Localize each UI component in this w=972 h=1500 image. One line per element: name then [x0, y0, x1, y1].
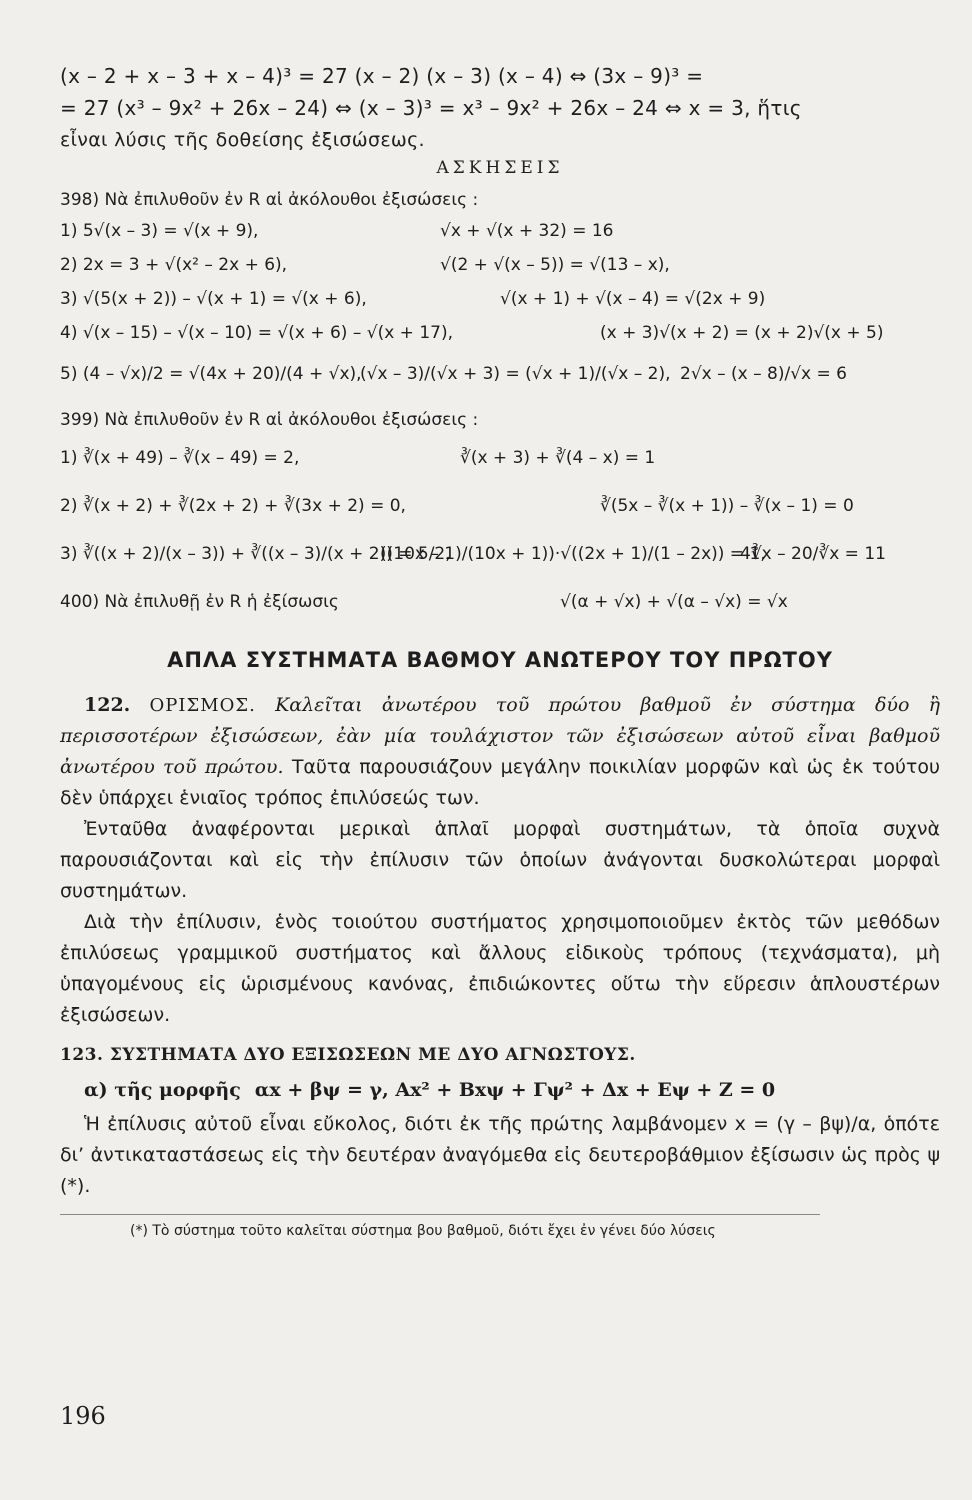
- equation: (x + 3)√(x + 2) = (x + 2)√(x + 5): [600, 323, 884, 343]
- footnote-divider: [60, 1214, 820, 1215]
- equation: ∛(5x – ∛(x + 1)) – ∛(x – 1) = 0: [600, 496, 854, 516]
- equation: 2√x – (x – 8)/√x = 6: [680, 364, 847, 384]
- exercise-row: [60, 214, 940, 248]
- exercise-row: [60, 350, 940, 398]
- exercise-400: [60, 578, 940, 626]
- equation: (√x – 3)/(√x + 3) = (√x + 1)/(√x – 2),: [360, 364, 671, 384]
- exercise-row: [60, 530, 940, 578]
- definition-text: Καλεῖται ἀνωτέρου τοῦ πρώτου βαθμοῦ ἐν σύστημα δύο ἢ περισσοτέρων ἐξισώσεων, ἐὰν μία τουλάχιστον τῶν ἐξισώσεων αὐτοῦ εἶναι βαθμοῦ ἀνωτέρου τοῦ πρώτου.: [60, 694, 940, 778]
- derivation-line-3: εἶναι λύσις τῆς δοθείσης ἐξισώσεως.: [60, 129, 425, 151]
- section-123-title: 123. ΣΥΣΤΗΜΑΤΑ ΔΥΟ ΕΞΙΣΩΣΕΩΝ ΜΕ ΔΥΟ ΑΓΝΩΣΤΟΥΣ.: [60, 1045, 636, 1065]
- equation: 1) 5√(x – 3) = √(x + 9),: [60, 221, 259, 241]
- page-number: 196: [60, 1402, 106, 1430]
- paragraph-text: Ἐνταῦθα ἀναφέρονται μερικαὶ ἁπλαῖ μορφαὶ συστημάτων, τὰ ὁποῖα συχνὰ παρουσιάζονται καὶ εἰς τὴν ἐπίλυσιν τῶν ὁποίων ἀνάγονται δυσκολώτεραι μορφαὶ συστημάτων.: [60, 818, 940, 902]
- paragraph: [60, 1109, 940, 1202]
- footnote: (*) Τὸ σύστημα τοῦτο καλεῖται σύστημα βου βαθμοῦ, διότι ἔχει ἐν γένει δύο λύσεις: [130, 1223, 716, 1239]
- equation: √(x + 1) + √(x – 4) = √(2x + 9): [500, 289, 766, 309]
- form-a-equation: αx + βψ = γ, Ax² + Bxψ + Γψ² + Δx + Eψ + Z = 0: [254, 1079, 776, 1101]
- equation: 4∛x – 20/∛x = 11: [740, 544, 886, 564]
- equation: 2) ∛(x + 2) + ∛(2x + 2) + ∛(3x + 2) = 0,: [60, 496, 406, 516]
- equation: 2) 2x = 3 + √(x² – 2x + 6),: [60, 255, 288, 275]
- paragraph: [60, 814, 940, 907]
- exercise-row: [60, 434, 940, 482]
- section-title: ΑΠΛΑ ΣΥΣΤΗΜΑΤΑ ΒΑΘΜΟΥ ΑΝΩΤΕΡΟΥ ΤΟΥ ΠΡΩΤΟΥ: [167, 648, 833, 672]
- paragraph: [60, 907, 940, 1031]
- exercise-398: [60, 186, 940, 398]
- equation: 1) ∛(x + 49) – ∛(x – 49) = 2,: [60, 448, 300, 468]
- exercise-row: [60, 482, 940, 530]
- equation: 3) ∛((x + 2)/(x – 3)) + ∛((x – 3)/(x + 2)) = 5/2,: [60, 544, 451, 564]
- form-a: [60, 1079, 940, 1101]
- exercise-398-intro: 398) Νὰ ἐπιλυθοῦν ἐν R αἱ ἀκόλουθοι ἐξισώσεις :: [60, 190, 479, 210]
- exercises-title: ΑΣΚΗΣΕΙΣ: [436, 158, 564, 178]
- equation: 3) √(5(x + 2)) – √(x + 1) = √(x + 6),: [60, 289, 367, 309]
- intro-derivation: [60, 60, 940, 156]
- definition-continuation: Ταῦτα παρουσιάζουν μεγάλην ποικιλίαν μορφῶν καὶ ὡς ἐκ τούτου δὲν ὑπάρχει ἑνιαῖος τρόπος ἐπιλύσεώς των.: [60, 756, 940, 809]
- equation: 4) √(x – 15) – √(x – 10) = √(x + 6) – √(x + 17),: [60, 323, 453, 343]
- exercise-row: [60, 248, 940, 282]
- derivation-line-1: (x – 2 + x – 3 + x – 4)³ = 27 (x – 2) (x – 3) (x – 4) ⇔ (3x – 9)³ =: [60, 64, 704, 88]
- definition-term: ΟΡΙΣΜΟΣ.: [149, 695, 256, 716]
- paragraph-text: Ἡ ἐπίλυσις αὐτοῦ εἶναι εὔκολος, διότι ἐκ τῆς πρώτης λαμβάνομεν x = (γ – βψ)/α, ὁπότε δι’ ἀντικαταστάσεως εἰς τὴν δευτέραν ἀναγόμεθα εἰς δευτεροβάθμιον ἐξίσωσιν ὡς πρὸς ψ (*).: [60, 1113, 940, 1197]
- exercise-399-intro: 399) Νὰ ἐπιλυθοῦν ἐν R αἱ ἀκόλουθοι ἐξισώσεις :: [60, 410, 479, 430]
- equation: √x + √(x + 32) = 16: [440, 221, 614, 241]
- book-page: [60, 60, 940, 1239]
- exercise-399: [60, 406, 940, 578]
- equation: ((10x – 1)/(10x + 1))·√((2x + 1)/(1 – 2x)) = 1,: [380, 544, 766, 564]
- exercise-row: [60, 316, 940, 350]
- equation: √(α + √x) + √(α – √x) = √x: [560, 592, 788, 612]
- exercise-400-intro: 400) Νὰ ἐπιλυθῇ ἐν R ἡ ἐξίσωσις: [60, 592, 339, 612]
- paragraph-text: Διὰ τὴν ἐπίλυσιν, ἑνὸς τοιούτου συστήματος χρησιμοποιοῦμεν ἐκτὸς τῶν μεθόδων ἐπιλύσεως γραμμικοῦ συστήματος καὶ ἄλλους εἰδικοὺς τρόπους (τεχνάσματα), μὴ ὑπαγομένους εἰς ὡρισμένους κανόνας, ἐπιδιώκοντες οὕτω τὴν εὕρεσιν ἁπλουστέρων ἐξισώσεων.: [60, 911, 940, 1026]
- derivation-line-2: = 27 (x³ – 9x² + 26x – 24) ⇔ (x – 3)³ = x³ – 9x² + 26x – 24 ⇔ x = 3, ἥτις: [60, 96, 802, 120]
- equation: √(2 + √(x – 5)) = √(13 – x),: [440, 255, 670, 275]
- equation: 5) (4 – √x)/2 = √(4x + 20)/(4 + √x),: [60, 364, 362, 384]
- definition-number: 122.: [84, 694, 131, 716]
- exercise-row: [60, 282, 940, 316]
- form-a-label: α) τῆς μορφῆς: [84, 1079, 241, 1101]
- definition-122: [60, 690, 940, 814]
- equation: ∛(x + 3) + ∛(4 – x) = 1: [460, 448, 656, 468]
